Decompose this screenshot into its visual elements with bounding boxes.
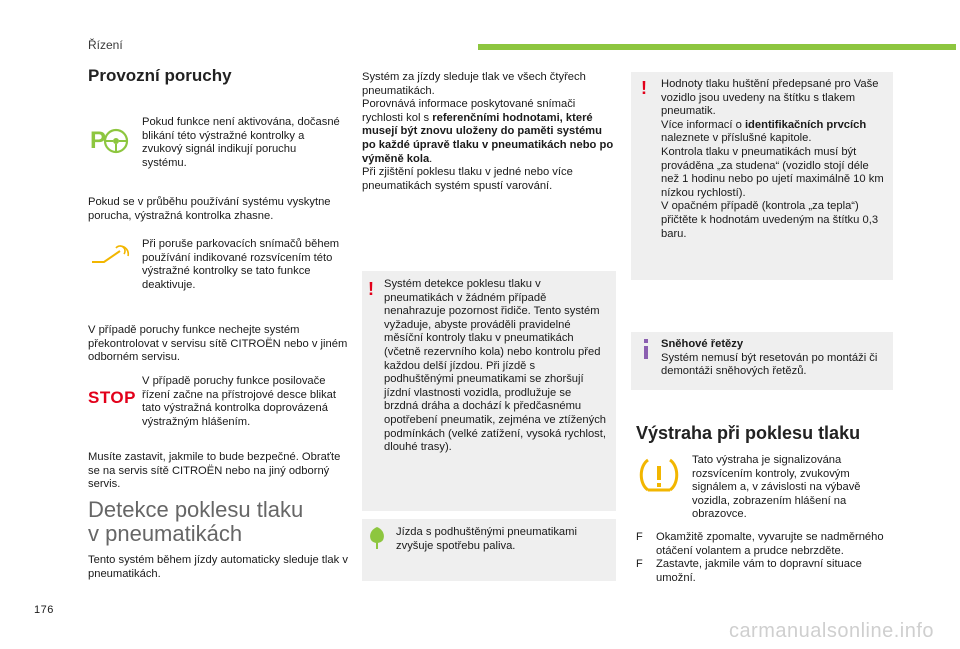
section-accent-bar [478, 44, 956, 50]
power-steering-fault-text: V případě poruchy funkce posilovače řízení začne na přístrojové desce blikat tato výstražná kontrolka doprovázená výstražným hlášením. [142, 375, 337, 428]
hot-check-sentence: V opačném případě (kontrola „za tepla“) přičtěte k hodnotám uvedeným na štítku 0,3 baru. [661, 200, 879, 240]
pressure-label-sentence: Hodnoty tlaku huštění předepsané pro Vaše vozidlo jsou uvedeny na štítku s tlakem pneumatik. [661, 78, 879, 118]
watermark: carmanualsonline.info [728, 620, 934, 642]
tyre-monitor-sentence-2a: Porovnává informace poskytované snímači rychlosti kol s [362, 98, 576, 124]
svg-text:P: P [90, 127, 107, 154]
title-pressure-loss-alert: Výstraha při poklesu tlaku [636, 423, 861, 443]
reference-values-emphasis: referenčními hodnotami, které musejí být znovu uloženy do paměti systému po každé úpravě tlaku v pneumatikách nebo po výměně kola [362, 111, 614, 165]
action-item-stop [636, 558, 894, 585]
stop-warning-icon: STOP [88, 388, 136, 407]
exclamation-icon: ! [641, 78, 647, 98]
tyre-monitor-sentence-1: Systém za jízdy sleduje tlak ve všech čtyřech pneumatikách. [362, 71, 586, 97]
title-tyre-pressure-line-2: v pneumatikách [88, 521, 243, 546]
parking-sensor-fault-icon [90, 245, 130, 265]
fuel-consumption-text: Jízda s podhuštěnými pneumatikami zvyšuje spotřebu paliva. [396, 526, 577, 552]
action-stop-text: Zastavte, jakmile vám to dopravní situace umožní. [656, 558, 862, 584]
tyre-monitor-intro: Tento systém během jízdy automaticky sleduje tlak v pneumatikách. [88, 554, 348, 580]
info-icon [643, 339, 649, 359]
eco-leaf-icon [368, 526, 386, 550]
inflation-pressure-warning-box [631, 72, 893, 280]
cold-check-sentence: Kontrola tlaku v pneumatikách musí být prováděna „za studena“ (vozidlo stojí déle než 1 hodinu nebo po ujetí maximálně 10 km nízkou rychlostí). [661, 145, 884, 199]
exclamation-icon: ! [368, 279, 374, 299]
driver-attention-warning-text: Systém detekce poklesu tlaku v pneumatikách v žádném případě nenahrazuje pozornost řidiče. Tento systém vyžaduje, abyste prováděli pravidelné měsíční kontroly tlaku v pneumatikách (včetně rezervního kola) nebo kontrolu před každou delší jízdou. Při jízdě s podhuštěnými pneumatikami se zhoršují jízdní vlastnosti vozidla, prodlužuje se brzdná dráha a dochází k předčasnému opotřebení pneumatik, zejména ve ztížených podmínkách (velké zatížení, vysoká rychlost, dlouhé trasy). [384, 278, 607, 454]
identification-sentence [661, 119, 889, 146]
bullet-marker: F [636, 531, 643, 543]
fuel-consumption-eco-box [362, 519, 616, 581]
action-item-slow-down [636, 531, 894, 558]
identification-sentence-a: Více informací o [661, 118, 745, 131]
title-tyre-pressure-detection [88, 498, 303, 546]
action-slow-down-text: Okamžitě zpomalte, vyvarujte se nadměrného otáčení volantem a prudce nebrzděte. [656, 531, 884, 557]
bullet-marker: F [636, 558, 643, 571]
page-number: 176 [34, 604, 54, 616]
tyre-monitor-sentence-2c: . [429, 152, 433, 165]
parking-sensor-fault-text: Při poruše parkovacích snímačů během používání indikované rozsvícením této výstražné kontrolky se tato funkce deaktivuje. [142, 238, 340, 291]
tyre-pressure-warning-icon [638, 457, 680, 497]
tyre-monitor-sentence-3: Při zjištění poklesu tlaku v jedné nebo více pneumatikách systém spustí varování. [362, 166, 573, 192]
snow-chains-body: Systém nemusí být resetován po montáži či demontáži sněhových řetězů. [661, 351, 878, 378]
snow-chains-info-box [631, 332, 893, 390]
park-assist-steering-warning-icon [90, 123, 130, 157]
park-assist-fault-text: Pokud funkce není aktivována, dočasné blikání této výstražné kontrolky a zvukový signál indikují poruchu systému. [142, 116, 340, 169]
section-label: Řízení [88, 38, 123, 52]
fault-paragraph-2: V případě poruchy funkce nechejte systém překontrolovat v servisu sítě CITROËN nebo v jiném odborném servisu. [88, 324, 348, 364]
driver-attention-warning-box [362, 271, 616, 511]
pressure-loss-alert-text: Tato výstraha je signalizována rozsvícením kontroly, zvukovým signálem a, v závislosti na výbavě vozidla, zobrazením hlášení na obrazovce. [692, 454, 861, 521]
fault-paragraph-1: Pokud se v průběhu používání systému vyskytne porucha, výstražná kontrolka zhasne. [88, 196, 331, 222]
title-operating-faults: Provozní poruchy [88, 66, 232, 85]
identification-sentence-c: naleznete v příslušné kapitole. [661, 132, 812, 145]
inflation-pressure-warning-text [661, 78, 889, 241]
snow-chains-text [661, 338, 889, 379]
tyre-monitor-sentence-2 [362, 98, 614, 166]
title-tyre-pressure-line-1: Detekce poklesu tlaku [88, 497, 304, 522]
snow-chains-title: Sněhové řetězy [661, 338, 744, 350]
pressure-loss-actions [636, 531, 894, 585]
tyre-monitor-description [362, 71, 614, 193]
identification-emphasis: identifikačních prvcích [744, 118, 867, 131]
fault-paragraph-3: Musíte zastavit, jakmile to bude bezpečné. Obraťte se na servis sítě CITROËN nebo na jiný odborný servis. [88, 451, 341, 491]
